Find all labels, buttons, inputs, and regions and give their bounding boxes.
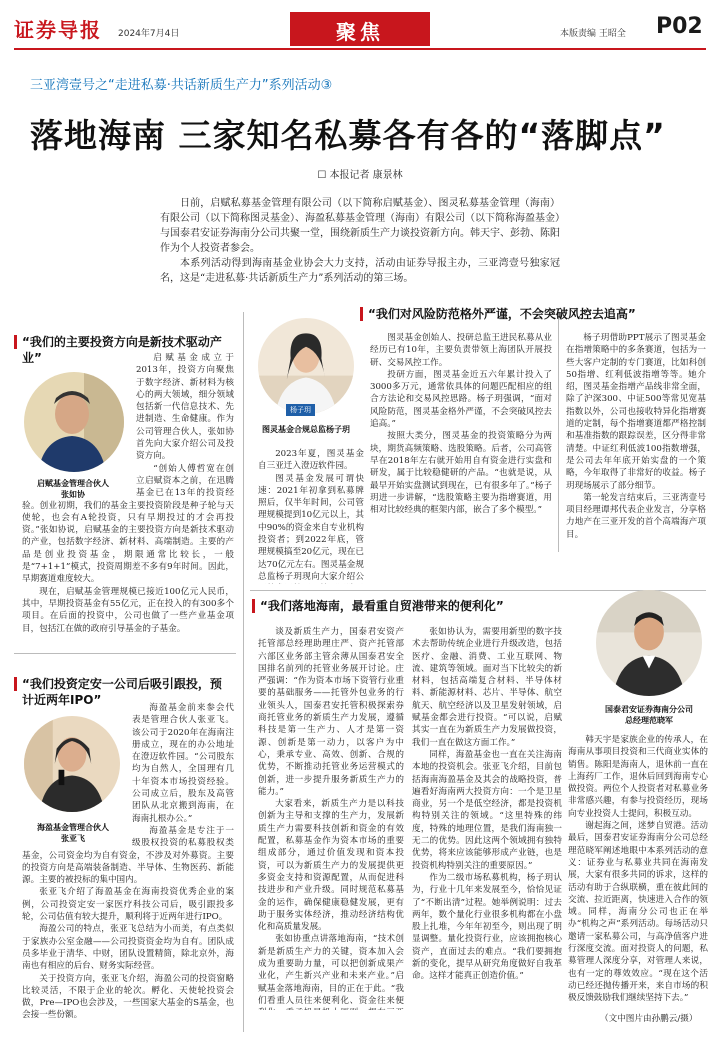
section3-caption: 图灵基金合规总监杨子玥 bbox=[262, 425, 350, 434]
masthead-rule bbox=[14, 48, 706, 50]
section4-body-col2 bbox=[412, 626, 562, 1010]
body-paragraph: 谢起海之间，迷梦自贸港。活动最后，国泰君安证券海南分公司总经理范晓军阐述地眼中本系列活动的意义：证券业与私募业共同在海南发展，大家有很多共同的诉求，这样的活动有助于合纵联横，重在彼此间的交流、拉近距离，快速进入合作的领域。同样，海南分公司也正在举办“机构之声”系列活动。每场活动只邀请一家私募公司，与高净值客户进行深度交流。面对投资人的问题，私募管理人深度分享，对管理人来说，也有一定的尊效效应。“现在这个活动已经还抛传播开来，来自市场的积极反馈鼓励我们继续坚持下去。” bbox=[568, 821, 708, 1004]
section4-body-col1 bbox=[258, 626, 404, 1010]
body-paragraph: 启赋基金成立于2013年，投资方向聚焦于数字经济、新材料为核心的两大领域，细分领域包括新一代信息技术、先进制造、生命健康。作为公司管理合伙人，张如协首先向大家介绍公司及投资方向。 bbox=[136, 353, 234, 462]
photo-yang-ziyue bbox=[258, 318, 354, 414]
photo-float-spacer bbox=[22, 702, 132, 848]
body-paragraph: 关于投资方向，张亚飞介绍，海盈公司的投资窗略比较灵活，不限于企业的轮次。孵化、天使轮投资会做，Pre—IPO也会涉及，一些国家大基金的S基金，也会接一些份额。 bbox=[22, 973, 234, 1021]
section2-body bbox=[22, 702, 234, 1032]
section2-heading: “我们投资定安一公司后吸引跟投，预计近两年IPO” bbox=[22, 676, 232, 708]
article-headline: 落地海南 三家知名私募各有各的“落脚点” bbox=[30, 116, 666, 155]
photo-fan-xiaojun bbox=[596, 590, 702, 696]
body-paragraph: “创始人傅哲宽在创立启赋资本之前，在迅腾基金已在13年的投资经验。创业初期，我们的基金主要投资阶段是种子轮与天使轮，也会有A轮投资，只有早期投过的才会再投资。”张如协说，启赋基金的主要投资方向是新技术驱动的产业，包括数字经济、新材料、高端制造。主要的产品是创业投资基金，期限通常比较长，一般是“7+1+1”模式，投资周期差不多有9年时间。因此，早期赛道难度较大。 bbox=[22, 463, 234, 585]
body-paragraph: 投研方面，图灵基金近五六年累计投入了3000多万元，通常依具体的问题匹配相应的组合方法论和交易风控思路。杨子玥强调，“面对风险防范，图灵基金格外严谨，不会突破风控去追高。” bbox=[370, 369, 552, 430]
body-paragraph: 海盈公司的特点，张亚飞总结为小而美，有点类似于家族办公室金融——公司投资资金均为自有。团队成员多毕业于清华、中财，团队设置精简，除北京外，海南也有相应的后台、财务实际经营。 bbox=[22, 924, 234, 972]
lead-paragraph: 本系列活动得到海南基金业协会大力支持，活动由证券导报主办，三亚湾壹号独家冠名，这是“走进私募·共话新质生产力”系列活动的第三场。 bbox=[160, 258, 560, 284]
body-paragraph: 图灵基金创始人、投研总监王进民私募从业经历已有10年，主要负责带领上海团队开展投研、交易风控工作。 bbox=[370, 333, 552, 368]
article-lead bbox=[160, 196, 560, 286]
article-kicker: 三亚湾壹号之“走进私募·共话新质生产力”系列活动③ bbox=[30, 78, 333, 93]
section1-heading: “我们的主要投资方向是新技术驱动产业” bbox=[22, 334, 232, 366]
row-divider bbox=[14, 653, 236, 654]
page-editor: 本版责编 王昭全 bbox=[560, 29, 626, 39]
portrait-photo bbox=[258, 318, 354, 414]
section3-heading: “我们对风险防范格外严谨，不会突破风控去追高” bbox=[368, 306, 698, 322]
section3-body-col1 bbox=[258, 448, 364, 584]
page-number: P02 bbox=[656, 14, 703, 39]
body-paragraph: 按照大类分，图灵基金的投资策略分为两块，期货高频策略、选股策略。后者，公司高管早在2018年左右就开始用自有资金进行实盘和研发，属于比较稳健研的产品。“也就是说，从最早开始实盘测试到现在，已有很多年了。”杨子玥进一步讲解，“选股策略主要为指增赛道，用相对比较经典的框架内部，嵌合了多个模型。” bbox=[370, 431, 552, 516]
body-paragraph: 大家看来，新质生产力是以科技创新为主导和支撑的生产力，发展新质生产力需要科技创新和资金的有效配置，私募基金作为资本市场的重要组成部分，通过价值发现和资本投资，可以为新质生产力的发展提供更多资金支持和资源配置，从而促进科技进步和产业升级。同时规范私募基金的运作，确保健康稳健发展，更有助于服务实体经济，推动经济结构优化和高质量发展。 bbox=[258, 799, 404, 933]
issue-date: 2024年7月4日 bbox=[118, 29, 180, 39]
body-paragraph: 谈及新质生产力，国泰君安资产托管部总经理助理庄严、资产托管部六部区业务部主管余薄从国泰君安全国排名前列的托管业务展开讨论。庄严强调：“作为资本市场下资管行业重要的基础服务——托管外包业务的行业领头人，国泰君安托管积极探索券商托管业务的新质生产力发展，遵循科技是第一生产力、人才是第一资源、创新是第一动力，以客户为中心，秉承专业、高效、创新、合规的优势，不断推动托管业务运营模式的创新，进一步提升服务新质生产力的能力。” bbox=[258, 627, 404, 797]
body-paragraph: 作为二级市场私募机构，杨子玥认为，行业十几年来发展至今，恰恰见证了“不断出清”过程。她举例说明：过去两年，数个量化行业很多机构都在小盘股上扎堆，今年年初至今，则出现了明显调整。量化投资行业，应该拥抱核心资产，直面过去的难点。“我们要拥抱新的变化，提早从研究角度做好自我革命。这样才能真正创造价值。” bbox=[412, 872, 562, 982]
photo-float-spacer bbox=[22, 352, 136, 498]
body-paragraph: 海盈基金是专注于一级股权投资的私募股权类基金，公司资金均为自有资金，不涉及对外募资。主要的投资方向是高端装备制造、半导体、生物医药、新能源。主要的被投标的集中国内。 bbox=[22, 825, 234, 886]
photo-name-tag: 杨子玥 bbox=[286, 404, 315, 416]
body-paragraph: 现在，启赋基金管理规模已接近100亿元人民币，其中，早期投资基金有55亿元，正在投入的有300多个项目。在后面的投资中，公司也做了一些产业基金项目，包括江在做的政府引导基金的子基金。 bbox=[22, 586, 234, 634]
body-paragraph: 图灵基金发展可谓快速：2021年初拿到私募牌照后，仅半年时间，公司管理规模提到10亿元以上，其中90%的资金来自专业机构投资者；到2022年底，管理规模搞至20亿元，现在已达70亿元左右。图灵基金规总监杨子玥现向大家介绍公 bbox=[258, 473, 364, 582]
section3-body-col2 bbox=[370, 332, 552, 584]
section-title: 聚焦 bbox=[336, 20, 384, 44]
section4-heading: “我们落地海南，最看重自贸港带来的便利化” bbox=[260, 598, 580, 614]
body-paragraph: 2023年夏，图灵基金自三亚迁入澄迈软件园。 bbox=[258, 449, 364, 472]
section4-caption: 国泰君安证券海南分公司 总经理范晓军 bbox=[605, 705, 693, 725]
column-divider bbox=[243, 312, 244, 1032]
body-paragraph: 同样，海盈基金也一直在关注海南本地的投资机会。张亚飞介绍，目前包括海南海盈基金及其会的战略投资，普遍看好海南两大投资方向：一个是卫星商业，另一个是低空经济，都是投资机构特别关注的领域。“这里特殊的纬度，特殊的地理位置，是我们海南独一无二的优势。因此这两个领域拥有独特优势，将来应该能够形成产业链，也是投资机构特别关注的重要原因。” bbox=[412, 749, 562, 871]
masthead bbox=[0, 0, 720, 52]
section-band bbox=[290, 12, 430, 46]
section1-caption: 启赋基金管理合伙人 张如协 bbox=[37, 479, 109, 499]
body-paragraph: 张亚飞介绍了海盈基金在海南投资优秀企业的案例，公司投资定安一家医疗科技公司后，吸引跟投多轮，公司估值有较大提升，顺利将于近两年进行IPO。 bbox=[22, 887, 234, 923]
article-byline: ☐ 本报记者 康景林 bbox=[317, 170, 403, 181]
body-paragraph: 张如协认为，需要用新型的数字技术去帮助传统企业进行升级改造，包括医疗、金融、消费、工业互联网、物流、建筑等领域。面对当下比较尖的新材料，包括高端复合材料、半导体材料、新能源材料、芯片、半导体、航空航天、航空经济以及卫星发射领域，启赋基金都会进行投资。“可以说，启赋其实一直在为新质生产力发展做投资，我们一直在做这方面工作。” bbox=[412, 627, 562, 748]
body-paragraph: 张如协重点讲落地海南，“技术创新是新质生产力的关键，资本加入会成为重要助力量，可以把创新成果产业化，产生新兴产业和未来产业。”启赋基金落地海南，目的正在于此。“我们看重人员往来便利化、资金往来便 bbox=[258, 934, 404, 1006]
body-paragraph: 海盈基金前来参会代表是管理合伙人张亚飞。该公司于2020年在海南注册成立，现在的办公地址在澄迈软件园。“公司股东均为自然人，全国理有几十年资本市场投资经验。公司成立后，股东及高管团队从北京搬到海南，在海南扎根办公。” bbox=[132, 703, 234, 824]
section1-body bbox=[22, 352, 234, 638]
lead-paragraph: 日前，启赋私募基金管理有限公司（以下简称启赋基金）、图灵私募基金管理（海南）有限公司（以下简称图灵基金）、海盈私募基金管理（海南）有限公司（以下简称海盈基金）与国泰君安证券海南分公司共聚一堂，围绕新质生产力谈投资新方向。韩天宇、彭勃、陈阳作为个人投资者参会。 bbox=[160, 198, 560, 254]
column-divider bbox=[558, 312, 559, 552]
body-paragraph: 第一轮发言结束后，三亚湾壹号项目经理谭邦代表企业发言，分享格力地产在三亚开发的首个高端海产项目。 bbox=[566, 492, 706, 540]
body-paragraph: 韩天宇是家族企业的传承人，在海南从事项目投资和三代商业实体的销售。陈阳是海南人，退休前一直在上海药厂工作，退休后回到海南专心做投资。两位个人投资者对私募业务非常感兴趣，有参与投资经历，现场向专业投资人士提问，积极互动。 bbox=[568, 735, 708, 819]
section3-body-col3 bbox=[566, 332, 706, 584]
body-paragraph: 杨子玥借助PPT展示了图灵基金在指增策略中的多条赛道，包括为一些大客户定制的专门赛道，比如科创50指增、红利低波指增等等。她介绍，图灵基金指增产品线非常全面，除了沪深300、中证500等常见宽基指数以外，公司也接收特异化指增赛道的定制，每个指增赛道都严格控制和基准指数的跟踪误差，区分得非常清楚。中证红利低波100指数增强，是公司去年年底开始实盘的一个策略，今年取得了非常好的收益。杨子玥现场展示了部分细节。 bbox=[566, 333, 706, 491]
photo-credit: （文中图片由孙鹏云/摄） bbox=[600, 1014, 698, 1024]
section2-caption: 海盈基金管理合伙人 张亚飞 bbox=[37, 823, 109, 843]
portrait-photo bbox=[596, 590, 702, 696]
newspaper-logo: 证券导报 bbox=[14, 18, 102, 42]
section4-body-col3 bbox=[568, 734, 708, 1010]
